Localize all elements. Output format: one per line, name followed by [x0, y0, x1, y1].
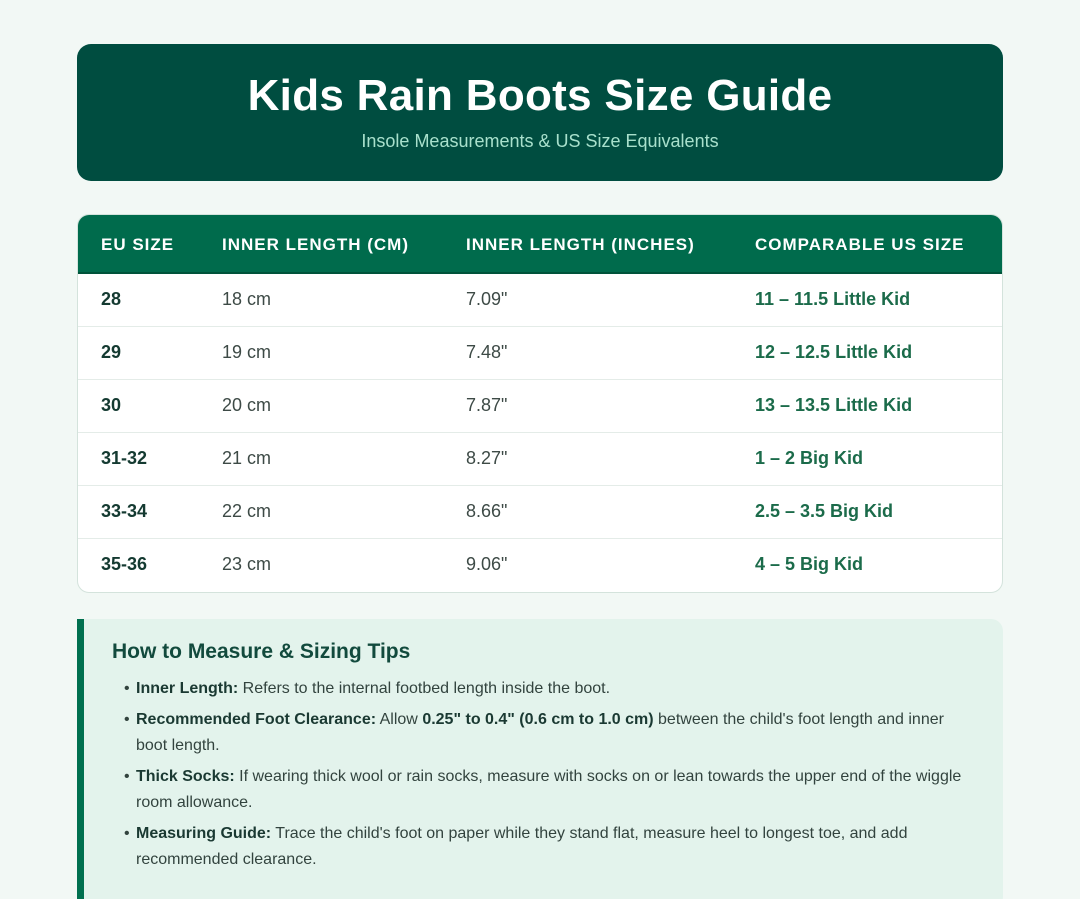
tip-text: Refers to the internal footbed length inside the boot. [238, 680, 611, 697]
tip-text-continued: between the child's foot length and inner boot length. [136, 711, 944, 754]
eu-size-cell: 33-34 [101, 501, 148, 521]
list-item [112, 821, 969, 873]
bullet-icon: • [124, 768, 130, 785]
column-header-eu-size: EU SIZE [101, 234, 175, 254]
bullet-icon: • [124, 825, 130, 842]
tip-label: Inner Length: [136, 680, 239, 697]
bullet-icon: • [124, 711, 130, 728]
inner-length-cm-cell: 22 cm [222, 501, 272, 521]
inner-length-inches-cell: 8.27" [466, 448, 508, 468]
list-item [112, 676, 969, 702]
tips-list [112, 676, 969, 873]
us-size-cell: 4 – 5 Big Kid [755, 554, 864, 575]
tip-text: If wearing thick wool or rain socks, measure with socks on or lean towards the upper end of the wiggle room allowance. [136, 768, 962, 811]
us-size-cell: 13 – 13.5 Little Kid [755, 395, 913, 415]
inner-length-inches-cell: 9.06" [466, 554, 508, 575]
eu-size-cell: 28 [101, 289, 122, 310]
eu-size-cell: 30 [101, 395, 122, 415]
tip-emphasis: 0.25" to 0.4" (0.6 cm to 1.0 cm) [422, 711, 654, 728]
inner-length-cm-cell: 23 cm [222, 554, 272, 575]
table-header-row [78, 215, 1002, 273]
bullet-icon: • [124, 680, 130, 697]
inner-length-inches-cell: 7.09" [466, 289, 508, 310]
page-subtitle: Insole Measurements & US Size Equivalents [361, 131, 719, 151]
us-size-cell: 1 – 2 Big Kid [755, 448, 864, 468]
us-size-cell: 2.5 – 3.5 Big Kid [755, 501, 894, 521]
table-row [78, 432, 1002, 485]
list-item [112, 764, 969, 816]
inner-length-inches-cell: 7.48" [466, 342, 508, 362]
us-size-cell: 12 – 12.5 Little Kid [755, 342, 913, 362]
column-header-us-size: COMPARABLE US SIZE [755, 234, 965, 254]
column-header-inner-length-cm: INNER LENGTH (CM) [222, 234, 409, 254]
table-row [78, 485, 1002, 538]
inner-length-cm-cell: 19 cm [222, 342, 272, 362]
inner-length-inches-cell: 7.87" [466, 395, 508, 415]
tip-label: Recommended Foot Clearance: [136, 711, 377, 728]
page-title: Kids Rain Boots Size Guide [247, 71, 833, 120]
list-item [112, 707, 969, 759]
tip-label: Measuring Guide: [136, 825, 272, 842]
inner-length-cm-cell: 20 cm [222, 395, 272, 415]
header-banner [77, 44, 1003, 181]
eu-size-cell: 31-32 [101, 448, 148, 468]
tip-text: Allow [376, 711, 423, 728]
eu-size-cell: 29 [101, 342, 122, 362]
size-table-card [77, 214, 1003, 593]
table-row [78, 273, 1002, 326]
inner-length-inches-cell: 8.66" [466, 501, 508, 521]
table-row [78, 379, 1002, 432]
table-row [78, 326, 1002, 379]
inner-length-cm-cell: 21 cm [222, 448, 272, 468]
tip-text: Trace the child's foot on paper while they stand flat, measure heel to longest toe, and add recommended clearance. [136, 825, 908, 868]
eu-size-cell: 35-36 [101, 554, 148, 575]
us-size-cell: 11 – 11.5 Little Kid [755, 289, 911, 310]
inner-length-cm-cell: 18 cm [222, 289, 272, 310]
column-header-inner-length-inches: INNER LENGTH (INCHES) [466, 234, 695, 254]
size-table [78, 215, 1002, 591]
tips-title: How to Measure & Sizing Tips [112, 640, 411, 663]
table-row [78, 538, 1002, 591]
sizing-tips-panel [77, 619, 1003, 899]
tip-label: Thick Socks: [136, 768, 235, 785]
